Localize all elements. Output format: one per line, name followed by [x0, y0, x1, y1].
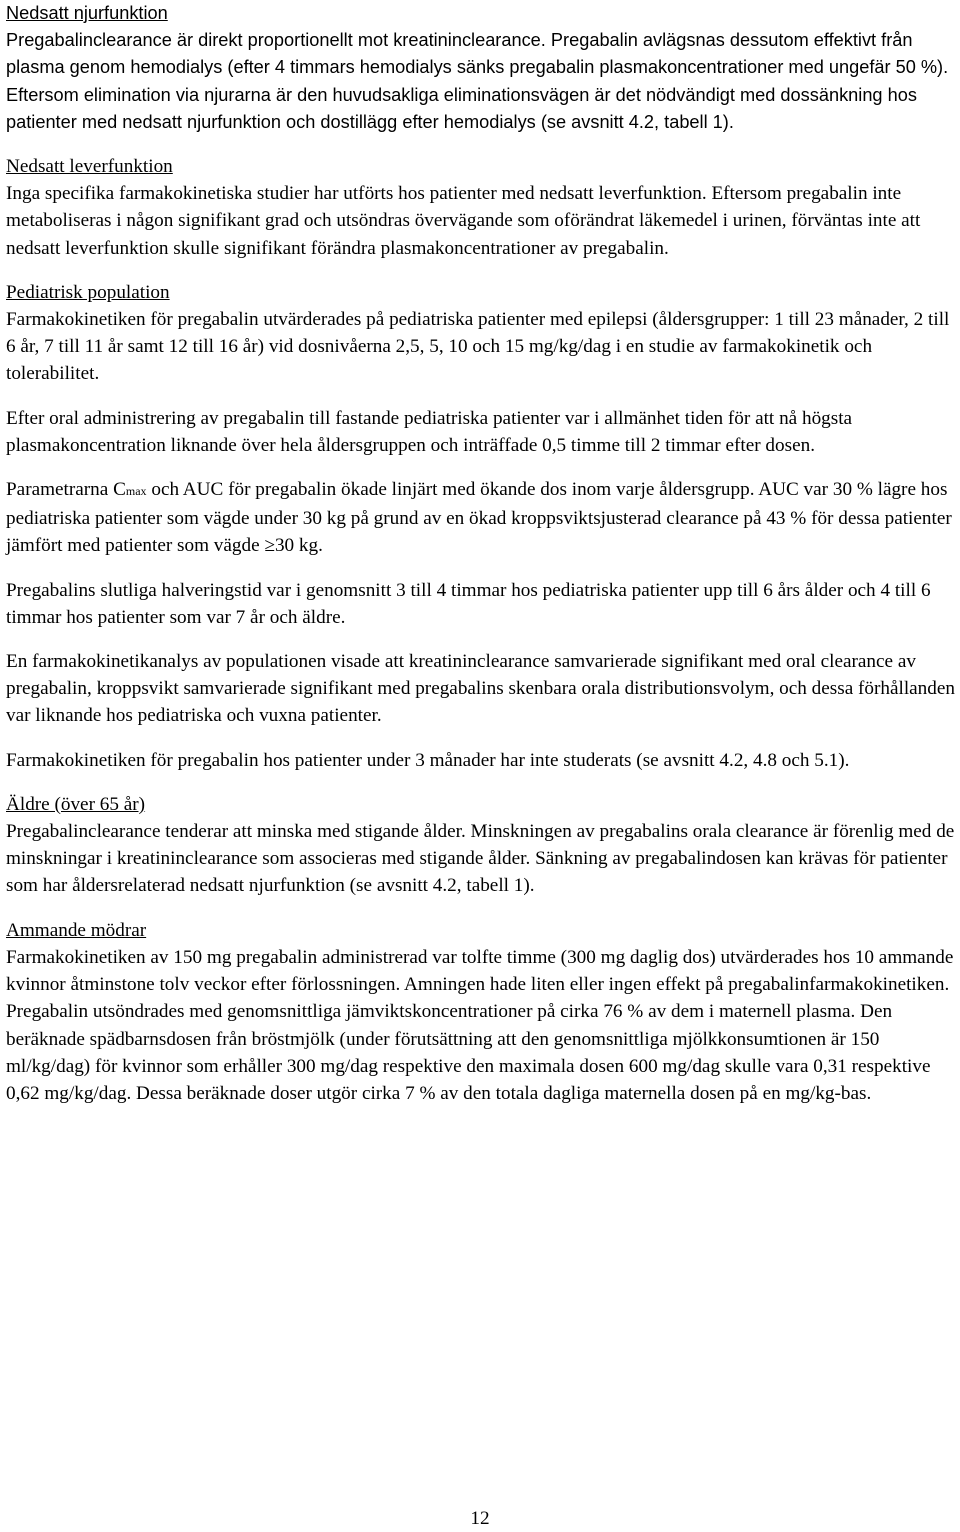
- spacer: [6, 730, 956, 747]
- section-paragraph: Efter oral administrering av pregabalin till fastande pediatriska patienter var i allmänhet tiden för att nå högsta plasmakoncentration liknande över hela åldersgruppen och inträffade 0,5 timme till 2 timmar efter dosen.: [6, 407, 853, 456]
- spacer: [6, 900, 956, 917]
- spacer: [6, 631, 956, 648]
- section-paragraph: Pregabalins slutliga halveringstid var i genomsnitt 3 till 4 timmar hos pediatriska patienter upp till 6 års ålder och 4 till 6 timmar hos patienter som var 7 år och äldre.: [6, 579, 931, 628]
- document-page: [6, 0, 956, 1107]
- paragraph-text: Parametrarna C: [6, 479, 126, 501]
- section-elderly: [6, 791, 956, 900]
- section-paragraph: Pregabalinclearance är direkt proportionellt mot kreatininclearance. Pregabalin avlägsnas dessutom effektivt från plasma genom hemodialys (efter 4 timmars hemodialys sänks pregabalin plasmakoncentrationer med ungefär 50 %). Eftersom elimination via njurarna är den huvudsakliga eliminationsvägen är det nödvändigt med dossänkning hos patienter med nedsatt njurfunktion och dostillägg efter hemodialys (se avsnitt 4.2, tabell 1).: [6, 30, 949, 132]
- spacer: [6, 560, 956, 577]
- section-paragraph: En farmakokinetikanalys av populationen visade att kreatininclearance samvarierade signifikant med oral clearance av pregabalin, kroppsvikt samvarierade signifikant med pregabalins skenbara orala distributionsvolym, och dessa förhållanden var liknande hos pediatriska och vuxna patienter.: [6, 651, 955, 727]
- section-heading: Äldre (över 65 år): [6, 793, 146, 815]
- page-number: 12: [470, 1508, 490, 1529]
- spacer: [6, 774, 956, 791]
- section-heading: Ammande mödrar: [6, 919, 147, 941]
- section-hepatic-impairment: [6, 153, 956, 262]
- section-nursing-mothers: [6, 917, 956, 1107]
- section-paragraph: Inga specifika farmakokinetiska studier har utförts hos patienter med nedsatt leverfunktion. Eftersom pregabalin inte metaboliseras i någon signifikant grad och utsöndras övervägande som oförändrat läkemedel i urinen, förväntas inte att nedsatt leverfunktion skulle signifikant förändra plasmakoncentrationer av pregabalin.: [6, 183, 921, 259]
- section-renal-impairment: [6, 0, 956, 136]
- section-heading: Pediatrisk population: [6, 281, 170, 303]
- paragraph-text: och AUC för pregabalin ökade linjärt med ökande dos inom varje åldersgrupp. AUC var 30 % lägre hos pediatriska patienter som vägde under 30 kg på grund av en ökad kroppsviktsjusterad clearance på 43 % för dessa patienter jämfört med patienter som vägde ≥30 kg.: [6, 479, 952, 557]
- section-paragraph: Farmakokinetiken för pregabalin hos patienter under 3 månader har inte studerats (se avsnitt 4.2, 4.8 och 5.1).: [6, 749, 850, 771]
- spacer: [6, 262, 956, 279]
- spacer: [6, 459, 956, 476]
- section-paragraph: Farmakokinetiken för pregabalin utvärderades på pediatriska patienter med epilepsi (åldersgrupper: 1 till 23 månader, 2 till 6 år, 7 till 11 år samt 12 till 16 år) vid dosnivåerna 2,5, 5, 10 och 15 mg/kg/dag i en studie av farmakokinetik och tolerabilitet.: [6, 309, 950, 385]
- section-paragraph: Pregabalinclearance tenderar att minska med stigande ålder. Minskningen av pregabalins orala clearance är förenlig med de minskningar i kreatininclearance som associeras med stigande ålder. Sänkning av pregabalindosen kan krävas för patienter som har åldersrelaterad nedsatt njurfunktion (se avsnitt 4.2, tabell 1).: [6, 821, 955, 897]
- subscript-text: max: [125, 484, 147, 499]
- section-heading: Nedsatt njurfunktion: [6, 3, 168, 23]
- spacer: [6, 136, 956, 153]
- section-paragraph: [6, 476, 956, 560]
- section-paragraph: Farmakokinetiken av 150 mg pregabalin administrerad var tolfte timme (300 mg daglig dos) utvärderades hos 10 ammande kvinnor åtminstone tolv veckor efter förlossningen. Amningen hade liten eller ingen effekt på pregabalinfarmakokinetiken. Pregabalin utsöndrades med genomsnittliga jämviktskoncentrationer på cirka 76 % av dem i maternell plasma. Den beräknade spädbarnsdosen från bröstmjölk (under förutsättning att den genomsnittliga mjölkkonsumtionen är 150 ml/kg/dag) för kvinnor som erhåller 300 mg/dag respektive den maximala dosen 600 mg/dag skulle vara 0,31 respektive 0,62 mg/kg/dag. Dessa beräknade doser utgör cirka 7 % av den totala dagliga maternella dosen på en mg/kg-bas.: [6, 946, 954, 1104]
- section-heading: Nedsatt leverfunktion: [6, 156, 173, 178]
- spacer: [6, 388, 956, 405]
- section-pediatric-population: [6, 279, 956, 774]
